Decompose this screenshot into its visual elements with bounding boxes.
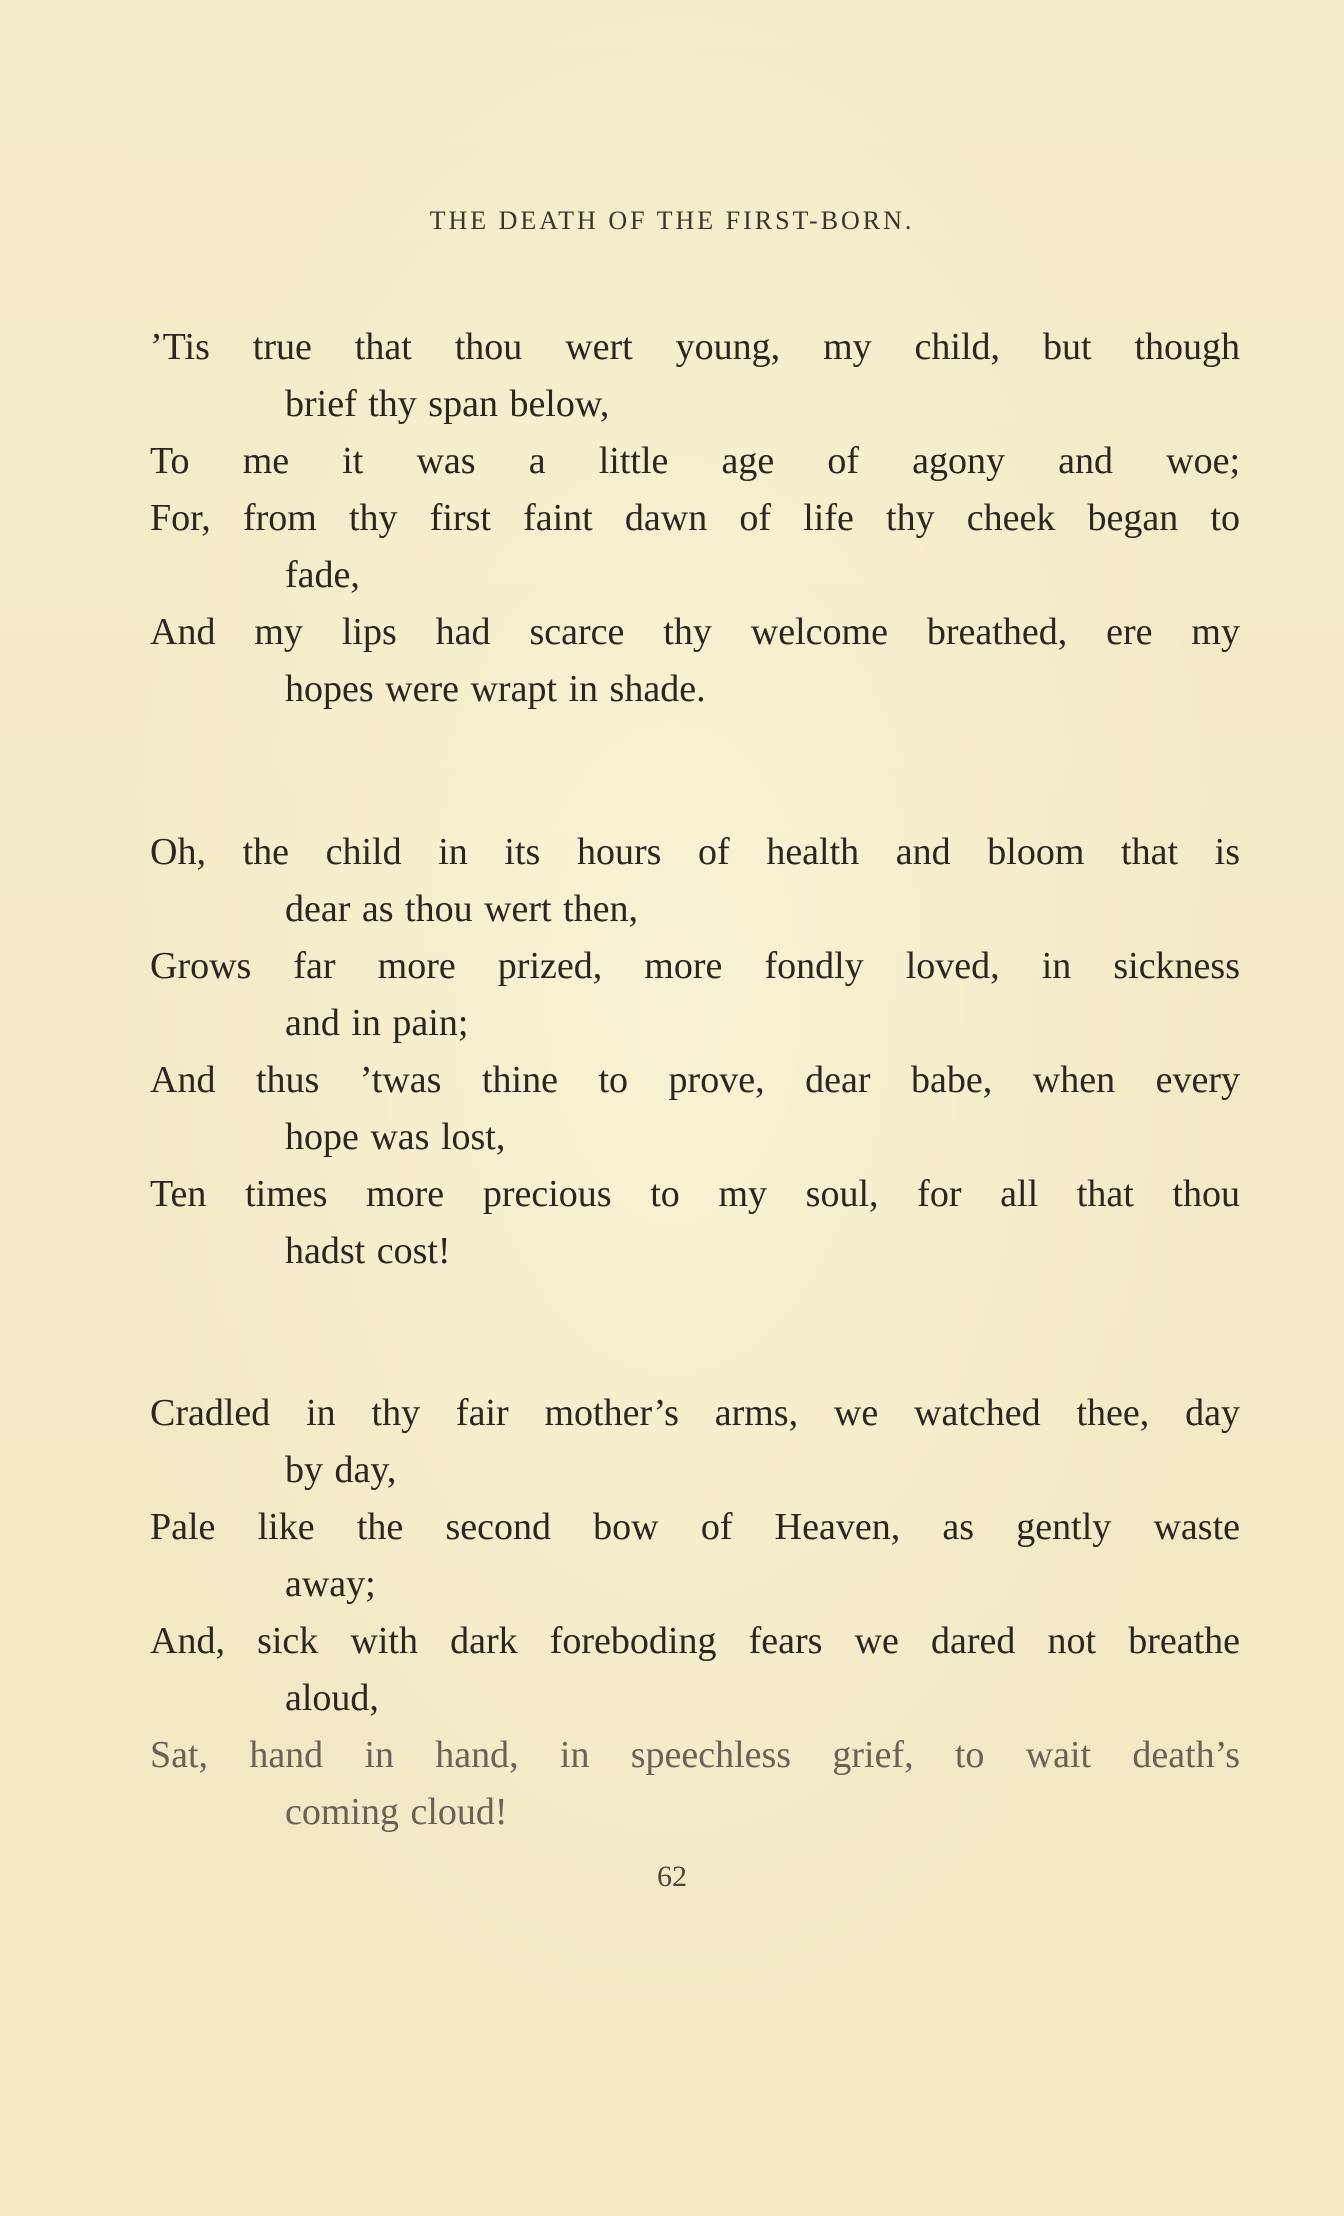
verse-line: ’Tis true that thou wert young, my child, but though [150, 326, 1240, 368]
verse-line-continuation: hadst cost! [285, 1230, 451, 1272]
verse-line-continuation: brief thy span below, [285, 383, 610, 425]
verse-line: Oh, the child in its hours of health and bloom that is [150, 831, 1240, 873]
stanza-1 [150, 319, 1240, 718]
stanza-3 [150, 1385, 1240, 1841]
verse-line-continuation: coming cloud! [285, 1791, 508, 1833]
running-head: THE DEATH OF THE FIRST-BORN. [429, 206, 915, 235]
verse-line: To me it was a little age of agony and woe; [150, 440, 1240, 482]
verse-line: Grows far more prized, more fondly loved, in sickness [150, 945, 1240, 987]
verse-line: Sat, hand in hand, in speechless grief, to wait death’s [150, 1734, 1240, 1776]
verse-line: And, sick with dark foreboding fears we dared not breathe [150, 1620, 1240, 1662]
verse-line: Pale like the second bow of Heaven, as gently waste [150, 1506, 1240, 1548]
verse-line: And thus ’twas thine to prove, dear babe, when every [150, 1059, 1240, 1101]
verse-line: For, from thy first faint dawn of life thy cheek began to [150, 497, 1240, 539]
page-number: 62 [657, 1860, 687, 1893]
verse-line: Ten times more precious to my soul, for all that thou [150, 1173, 1240, 1215]
verse-line-continuation: hopes were wrapt in shade. [285, 668, 706, 710]
verse-line-continuation: dear as thou wert then, [285, 888, 639, 930]
verse-line-continuation: by day, [285, 1449, 397, 1491]
verse-line-continuation: hope was lost, [285, 1116, 506, 1158]
verse-line-continuation: away; [285, 1563, 376, 1605]
verse-line-continuation: and in pain; [285, 1002, 469, 1044]
verse-line: And my lips had scarce thy welcome breathed, ere my [150, 611, 1240, 653]
stanza-2 [150, 824, 1240, 1280]
verse-line-continuation: fade, [285, 554, 360, 596]
verse-line-continuation: aloud, [285, 1677, 379, 1719]
verse-line: Cradled in thy fair mother’s arms, we watched thee, day [150, 1392, 1240, 1434]
